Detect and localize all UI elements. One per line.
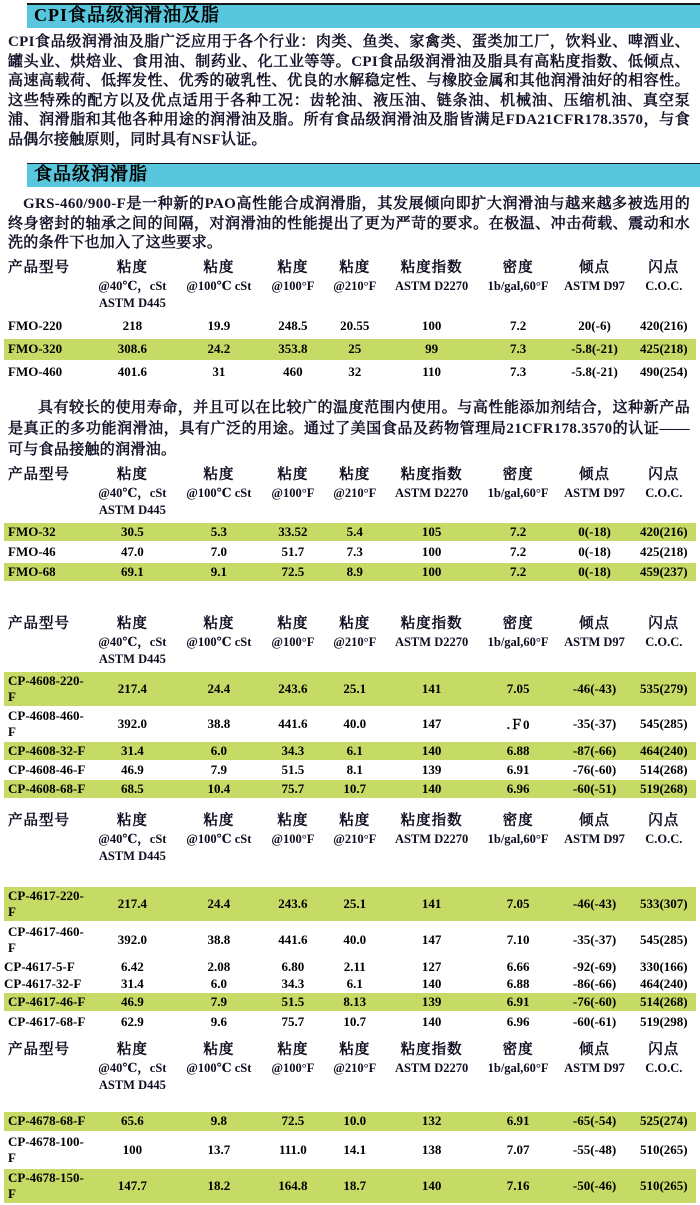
value-cell: 20.55 bbox=[325, 316, 385, 339]
header-row bbox=[4, 463, 696, 523]
column-header: 闪点 C.O.C. bbox=[645, 615, 683, 649]
value-cell: 7.3 bbox=[479, 339, 558, 362]
value-cell: 46.9 bbox=[88, 993, 177, 1013]
value-cell: 10.0 bbox=[325, 1112, 385, 1133]
column-header: 粘度 @100°F bbox=[271, 259, 315, 293]
value-cell: 420(216) bbox=[632, 523, 696, 543]
value-cell: 217.4 bbox=[88, 887, 177, 923]
value-cell: 38.8 bbox=[177, 707, 261, 742]
value-cell: 140 bbox=[385, 742, 479, 761]
product-model-cell: FMO-68 bbox=[4, 563, 88, 583]
value-cell: 31.4 bbox=[88, 742, 177, 761]
column-header: 粘度指数 ASTM D2270 bbox=[394, 1041, 469, 1075]
product-model-cell: CP-4678-68-F bbox=[4, 1112, 88, 1133]
value-cell: 75.7 bbox=[261, 780, 325, 799]
value-cell: 0(-18) bbox=[558, 523, 632, 543]
product-table-fmo-light bbox=[4, 463, 696, 583]
column-header: 粘度指数 ASTM D2270 bbox=[394, 812, 469, 846]
value-cell: 6.91 bbox=[479, 761, 558, 780]
value-cell: 2.11 bbox=[325, 959, 385, 976]
table-row bbox=[4, 563, 696, 583]
header-row bbox=[4, 256, 696, 316]
column-header: 粘度指数 ASTM D2270 bbox=[394, 259, 469, 293]
column-header: 粘度 @210°F bbox=[333, 259, 377, 293]
column-header: 粘度 @40℃，cSt ASTM D445 bbox=[98, 812, 167, 863]
table-row bbox=[4, 339, 696, 362]
value-cell: 5.4 bbox=[325, 523, 385, 543]
value-cell: 100 bbox=[385, 543, 479, 563]
value-cell: 6.66 bbox=[479, 959, 558, 976]
value-cell: 7.2 bbox=[479, 316, 558, 339]
value-cell: 140 bbox=[385, 1013, 479, 1033]
value-cell: 34.3 bbox=[261, 976, 325, 993]
value-cell: 140 bbox=[385, 1169, 479, 1205]
table-row bbox=[4, 523, 696, 543]
value-cell: 7.9 bbox=[177, 993, 261, 1013]
header-row bbox=[4, 809, 696, 887]
value-cell: 40.0 bbox=[325, 923, 385, 959]
table-row bbox=[4, 1013, 696, 1033]
value-cell: 47.0 bbox=[88, 543, 177, 563]
table-row bbox=[4, 780, 696, 799]
value-cell: 25 bbox=[325, 339, 385, 362]
value-cell: 138 bbox=[385, 1133, 479, 1169]
column-header: 粘度 @100℃ cSt bbox=[186, 466, 252, 500]
product-model-cell: FMO-46 bbox=[4, 543, 88, 563]
value-cell: 9.6 bbox=[177, 1013, 261, 1033]
value-cell: 31 bbox=[177, 362, 261, 385]
value-cell: -92(-69) bbox=[558, 959, 632, 976]
product-table-cp4617 bbox=[4, 809, 696, 1033]
value-cell: -46(-43) bbox=[558, 887, 632, 923]
value-cell: 141 bbox=[385, 887, 479, 923]
value-cell: 40.0 bbox=[325, 707, 385, 742]
product-model-cell: FMO-460 bbox=[4, 362, 88, 385]
column-header: 粘度 @100℃ cSt bbox=[186, 615, 252, 649]
section-title-oils: CPI食品级润滑油及脂 bbox=[27, 3, 700, 28]
value-cell: 13.7 bbox=[177, 1133, 261, 1169]
value-cell: 68.5 bbox=[88, 780, 177, 799]
value-cell: -76(-60) bbox=[558, 993, 632, 1013]
value-cell: 7.9 bbox=[177, 761, 261, 780]
value-cell: 100 bbox=[385, 316, 479, 339]
product-model-cell: FMO-320 bbox=[4, 339, 88, 362]
header-row bbox=[4, 612, 696, 672]
value-cell: 6.91 bbox=[479, 1112, 558, 1133]
table-row bbox=[4, 887, 696, 923]
value-cell: 510(265) bbox=[632, 1133, 696, 1169]
value-cell: 8.1 bbox=[325, 761, 385, 780]
value-cell: -50(-46) bbox=[558, 1169, 632, 1205]
column-header: 粘度 @100℃ cSt bbox=[186, 812, 252, 846]
value-cell: 6.91 bbox=[479, 993, 558, 1013]
value-cell: 6.96 bbox=[479, 1013, 558, 1033]
value-cell: 218 bbox=[88, 316, 177, 339]
value-cell: 65.6 bbox=[88, 1112, 177, 1133]
value-cell: 243.6 bbox=[261, 672, 325, 707]
column-header: 粘度 @40℃，cSt ASTM D445 bbox=[98, 466, 167, 517]
product-model-cell: CP-4617-460-F bbox=[4, 923, 88, 959]
value-cell: 425(218) bbox=[632, 543, 696, 563]
grease-intro-paragraph: GRS-460/900-F是一种新的PAO高性能合成润滑脂，其发展倾向即扩大润滑油与越来越多被选用的终身密封的轴承之间的间隔，对润滑油的性能提出了更为严苛的要求。在极温、冲击荷载、震动和水洗的条件下也加入了这些要求。 bbox=[8, 196, 690, 251]
value-cell: 6.0 bbox=[177, 976, 261, 993]
product-model-cell: FMO-220 bbox=[4, 316, 88, 339]
value-cell: 217.4 bbox=[88, 672, 177, 707]
value-cell: 0(-18) bbox=[558, 543, 632, 563]
value-cell: 72.5 bbox=[261, 563, 325, 583]
value-cell: 545(285) bbox=[632, 707, 696, 742]
header-row bbox=[4, 1038, 696, 1112]
column-header: 倾点 ASTM D97 bbox=[564, 812, 625, 846]
table-row bbox=[4, 923, 696, 959]
value-cell: 51.5 bbox=[261, 761, 325, 780]
product-model-cell: CP-4608-220-F bbox=[4, 672, 88, 707]
value-cell: 33.52 bbox=[261, 523, 325, 543]
table-header bbox=[4, 256, 696, 316]
value-cell: 7.16 bbox=[479, 1169, 558, 1205]
product-model-cell: CP-4608-460-F bbox=[4, 707, 88, 742]
value-cell: .Ｆ0 bbox=[479, 707, 558, 742]
value-cell: -55(-48) bbox=[558, 1133, 632, 1169]
value-cell: 127 bbox=[385, 959, 479, 976]
value-cell: 24.4 bbox=[177, 672, 261, 707]
value-cell: 401.6 bbox=[88, 362, 177, 385]
column-header: 粘度 @100°F bbox=[271, 466, 315, 500]
section-title-grease: 食品级润滑脂 bbox=[27, 163, 700, 187]
value-cell: 25.1 bbox=[325, 672, 385, 707]
value-cell: 7.05 bbox=[479, 672, 558, 707]
table-row bbox=[4, 959, 696, 976]
value-cell: 7.05 bbox=[479, 887, 558, 923]
column-header: 产品型号 bbox=[8, 615, 70, 632]
value-cell: 62.9 bbox=[88, 1013, 177, 1033]
value-cell: 34.3 bbox=[261, 742, 325, 761]
value-cell: 7.3 bbox=[325, 543, 385, 563]
value-cell: -5.8(-21) bbox=[558, 362, 632, 385]
value-cell: 330(166) bbox=[632, 959, 696, 976]
value-cell: 100 bbox=[88, 1133, 177, 1169]
value-cell: -86(-66) bbox=[558, 976, 632, 993]
value-cell: 248.5 bbox=[261, 316, 325, 339]
value-cell: 525(274) bbox=[632, 1112, 696, 1133]
column-header: 密度 1b/gal,60°F bbox=[487, 615, 549, 649]
column-header: 倾点 ASTM D97 bbox=[564, 259, 625, 293]
value-cell: 519(268) bbox=[632, 780, 696, 799]
value-cell: 105 bbox=[385, 523, 479, 543]
table-header bbox=[4, 463, 696, 523]
value-cell: 6.88 bbox=[479, 976, 558, 993]
column-header: 粘度指数 ASTM D2270 bbox=[394, 615, 469, 649]
value-cell: 51.7 bbox=[261, 543, 325, 563]
value-cell: -65(-54) bbox=[558, 1112, 632, 1133]
column-header: 粘度 @210°F bbox=[333, 615, 377, 649]
column-header: 粘度 @210°F bbox=[333, 466, 377, 500]
value-cell: 100 bbox=[385, 563, 479, 583]
column-header: 密度 1b/gal,60°F bbox=[487, 259, 549, 293]
value-cell: 535(279) bbox=[632, 672, 696, 707]
table-row bbox=[4, 316, 696, 339]
value-cell: 10.7 bbox=[325, 780, 385, 799]
table-body bbox=[4, 1112, 696, 1205]
value-cell: 69.1 bbox=[88, 563, 177, 583]
value-cell: 353.8 bbox=[261, 339, 325, 362]
value-cell: 110 bbox=[385, 362, 479, 385]
column-header: 产品型号 bbox=[8, 1041, 70, 1058]
column-header: 倾点 ASTM D97 bbox=[564, 615, 625, 649]
column-header: 闪点 C.O.C. bbox=[645, 812, 683, 846]
value-cell: 490(254) bbox=[632, 362, 696, 385]
value-cell: 7.10 bbox=[479, 923, 558, 959]
value-cell: 392.0 bbox=[88, 707, 177, 742]
value-cell: 18.7 bbox=[325, 1169, 385, 1205]
table-body bbox=[4, 316, 696, 385]
value-cell: 6.0 bbox=[177, 742, 261, 761]
table-row bbox=[4, 976, 696, 993]
column-header: 产品型号 bbox=[8, 466, 70, 483]
value-cell: 20(-6) bbox=[558, 316, 632, 339]
table-body bbox=[4, 887, 696, 1033]
value-cell: 519(298) bbox=[632, 1013, 696, 1033]
table-header bbox=[4, 809, 696, 887]
value-cell: -60(-51) bbox=[558, 780, 632, 799]
column-header: 粘度 @100℃ cSt bbox=[186, 259, 252, 293]
table-row bbox=[4, 761, 696, 780]
value-cell: 75.7 bbox=[261, 1013, 325, 1033]
value-cell: 19.9 bbox=[177, 316, 261, 339]
table-row bbox=[4, 1169, 696, 1205]
column-header: 倾点 ASTM D97 bbox=[564, 1041, 625, 1075]
column-header: 密度 1b/gal,60°F bbox=[487, 812, 549, 846]
table-row bbox=[4, 742, 696, 761]
table-body bbox=[4, 672, 696, 799]
value-cell: 140 bbox=[385, 780, 479, 799]
table-row bbox=[4, 543, 696, 563]
value-cell: 392.0 bbox=[88, 923, 177, 959]
value-cell: 6.1 bbox=[325, 976, 385, 993]
value-cell: -87(-66) bbox=[558, 742, 632, 761]
column-header: 闪点 C.O.C. bbox=[645, 259, 683, 293]
column-header: 粘度 @100°F bbox=[271, 615, 315, 649]
value-cell: 5.3 bbox=[177, 523, 261, 543]
product-model-cell: CP-4617-220-F bbox=[4, 887, 88, 923]
table-body bbox=[4, 523, 696, 583]
value-cell: 8.13 bbox=[325, 993, 385, 1013]
value-cell: 7.2 bbox=[479, 563, 558, 583]
table-row bbox=[4, 672, 696, 707]
column-header: 粘度 @40℃，cSt ASTM D445 bbox=[98, 259, 167, 310]
value-cell: -35(-37) bbox=[558, 923, 632, 959]
value-cell: 464(240) bbox=[632, 976, 696, 993]
value-cell: 72.5 bbox=[261, 1112, 325, 1133]
value-cell: 32 bbox=[325, 362, 385, 385]
value-cell: 46.9 bbox=[88, 761, 177, 780]
column-header: 闪点 C.O.C. bbox=[645, 466, 683, 500]
table-row bbox=[4, 707, 696, 742]
product-model-cell: CP-4678-100-F bbox=[4, 1133, 88, 1169]
value-cell: 460 bbox=[261, 362, 325, 385]
product-model-cell: CP-4608-46-F bbox=[4, 761, 88, 780]
value-cell: -5.8(-21) bbox=[558, 339, 632, 362]
value-cell: 10.7 bbox=[325, 1013, 385, 1033]
column-header: 产品型号 bbox=[8, 259, 70, 276]
value-cell: 9.1 bbox=[177, 563, 261, 583]
value-cell: 510(265) bbox=[632, 1169, 696, 1205]
value-cell: 24.2 bbox=[177, 339, 261, 362]
value-cell: -76(-60) bbox=[558, 761, 632, 780]
value-cell: 147 bbox=[385, 707, 479, 742]
product-model-cell: CP-4608-68-F bbox=[4, 780, 88, 799]
column-header: 密度 1b/gal,60°F bbox=[487, 466, 549, 500]
value-cell: 147.7 bbox=[88, 1169, 177, 1205]
value-cell: 7.0 bbox=[177, 543, 261, 563]
value-cell: -46(-43) bbox=[558, 672, 632, 707]
value-cell: 6.1 bbox=[325, 742, 385, 761]
value-cell: 25.1 bbox=[325, 887, 385, 923]
value-cell: 9.8 bbox=[177, 1112, 261, 1133]
value-cell: 141 bbox=[385, 672, 479, 707]
value-cell: -35(-37) bbox=[558, 707, 632, 742]
value-cell: 514(268) bbox=[632, 993, 696, 1013]
product-model-cell: CP-4617-68-F bbox=[4, 1013, 88, 1033]
table-row bbox=[4, 993, 696, 1013]
value-cell: 459(237) bbox=[632, 563, 696, 583]
value-cell: 6.42 bbox=[88, 959, 177, 976]
value-cell: 99 bbox=[385, 339, 479, 362]
oils-intro-paragraph: CPI食品级润滑油及脂广泛应用于各个行业：肉类、鱼类、家禽类、蛋类加工厂，饮料业、啤酒业、罐头业、烘焙业、食用油、制药业、化工业等等。CPI食品级润滑油及脂具有高粘度指数、低倾点、高速高载荷、低挥发性、优秀的破乳性、优良的水解稳定性、与橡胶金属和其他润滑油好的相容性。这些特殊的配方以及优点适用于各种工况：齿轮油、液压油、链条油、机械油、压缩机油、真空泵浦、润滑脂和其他各种用途的润滑油及脂。所有食品级润滑油及脂皆满足FDA21CFR178.3570，与食品偶尔接触原则，同时具有NSF认证。 bbox=[8, 34, 690, 148]
column-header: 倾点 ASTM D97 bbox=[564, 466, 625, 500]
value-cell: 147 bbox=[385, 923, 479, 959]
value-cell: 8.9 bbox=[325, 563, 385, 583]
value-cell: 139 bbox=[385, 761, 479, 780]
value-cell: 308.6 bbox=[88, 339, 177, 362]
value-cell: 420(216) bbox=[632, 316, 696, 339]
product-table-fmo-heavy bbox=[4, 256, 696, 385]
column-header: 粘度指数 ASTM D2270 bbox=[394, 466, 469, 500]
value-cell: 0(-18) bbox=[558, 563, 632, 583]
table-row bbox=[4, 362, 696, 385]
product-model-cell: CP-4617-5-F bbox=[4, 959, 88, 976]
value-cell: 10.4 bbox=[177, 780, 261, 799]
value-cell: 514(268) bbox=[632, 761, 696, 780]
column-header: 产品型号 bbox=[8, 812, 70, 829]
value-cell: 38.8 bbox=[177, 923, 261, 959]
value-cell: 7.07 bbox=[479, 1133, 558, 1169]
value-cell: -60(-61) bbox=[558, 1013, 632, 1033]
column-header: 粘度 @100°F bbox=[271, 812, 315, 846]
value-cell: 140 bbox=[385, 976, 479, 993]
column-header: 粘度 @100°F bbox=[271, 1041, 315, 1075]
column-header: 粘度 @100℃ cSt bbox=[186, 1041, 252, 1075]
value-cell: 464(240) bbox=[632, 742, 696, 761]
product-model-cell: CP-4617-46-F bbox=[4, 993, 88, 1013]
value-cell: 7.3 bbox=[479, 362, 558, 385]
product-table-cp4678 bbox=[4, 1038, 696, 1205]
value-cell: 111.0 bbox=[261, 1133, 325, 1169]
value-cell: 31.4 bbox=[88, 976, 177, 993]
value-cell: 2.08 bbox=[177, 959, 261, 976]
product-model-cell: CP-4617-32-F bbox=[4, 976, 88, 993]
value-cell: 51.5 bbox=[261, 993, 325, 1013]
column-header: 闪点 C.O.C. bbox=[645, 1041, 683, 1075]
column-header: 密度 1b/gal,60°F bbox=[487, 1041, 549, 1075]
product-model-cell: CP-4608-32-F bbox=[4, 742, 88, 761]
value-cell: 6.88 bbox=[479, 742, 558, 761]
value-cell: 132 bbox=[385, 1112, 479, 1133]
value-cell: 24.4 bbox=[177, 887, 261, 923]
value-cell: 441.6 bbox=[261, 707, 325, 742]
table-header bbox=[4, 612, 696, 672]
value-cell: 30.5 bbox=[88, 523, 177, 543]
value-cell: 6.96 bbox=[479, 780, 558, 799]
value-cell: 441.6 bbox=[261, 923, 325, 959]
value-cell: 6.80 bbox=[261, 959, 325, 976]
value-cell: 243.6 bbox=[261, 887, 325, 923]
column-header: 粘度 @40℃，cSt ASTM D445 bbox=[98, 615, 167, 666]
value-cell: 18.2 bbox=[177, 1169, 261, 1205]
mid-paragraph: 具有较长的使用寿命，并且可以在比较广的温度范围内使用。与高性能添加剂结合，这种新产品是真正的多功能润滑油，具有广泛的用途。通过了美国食品及药物管理局21CFR178.3570的认证——可与食品接触的润滑油。 bbox=[8, 399, 690, 458]
product-model-cell: CP-4678-150-F bbox=[4, 1169, 88, 1205]
column-header: 粘度 @210°F bbox=[333, 812, 377, 846]
table-row bbox=[4, 1112, 696, 1133]
value-cell: 139 bbox=[385, 993, 479, 1013]
column-header: 粘度 @40℃，cSt ASTM D445 bbox=[98, 1041, 167, 1092]
value-cell: 7.2 bbox=[479, 543, 558, 563]
value-cell: 533(307) bbox=[632, 887, 696, 923]
product-table-cp4608 bbox=[4, 612, 696, 799]
value-cell: 7.2 bbox=[479, 523, 558, 543]
value-cell: 14.1 bbox=[325, 1133, 385, 1169]
column-header: 粘度 @210°F bbox=[333, 1041, 377, 1075]
value-cell: 164.8 bbox=[261, 1169, 325, 1205]
value-cell: 425(218) bbox=[632, 339, 696, 362]
product-model-cell: FMO-32 bbox=[4, 523, 88, 543]
table-header bbox=[4, 1038, 696, 1112]
table-row bbox=[4, 1133, 696, 1169]
value-cell: 545(285) bbox=[632, 923, 696, 959]
